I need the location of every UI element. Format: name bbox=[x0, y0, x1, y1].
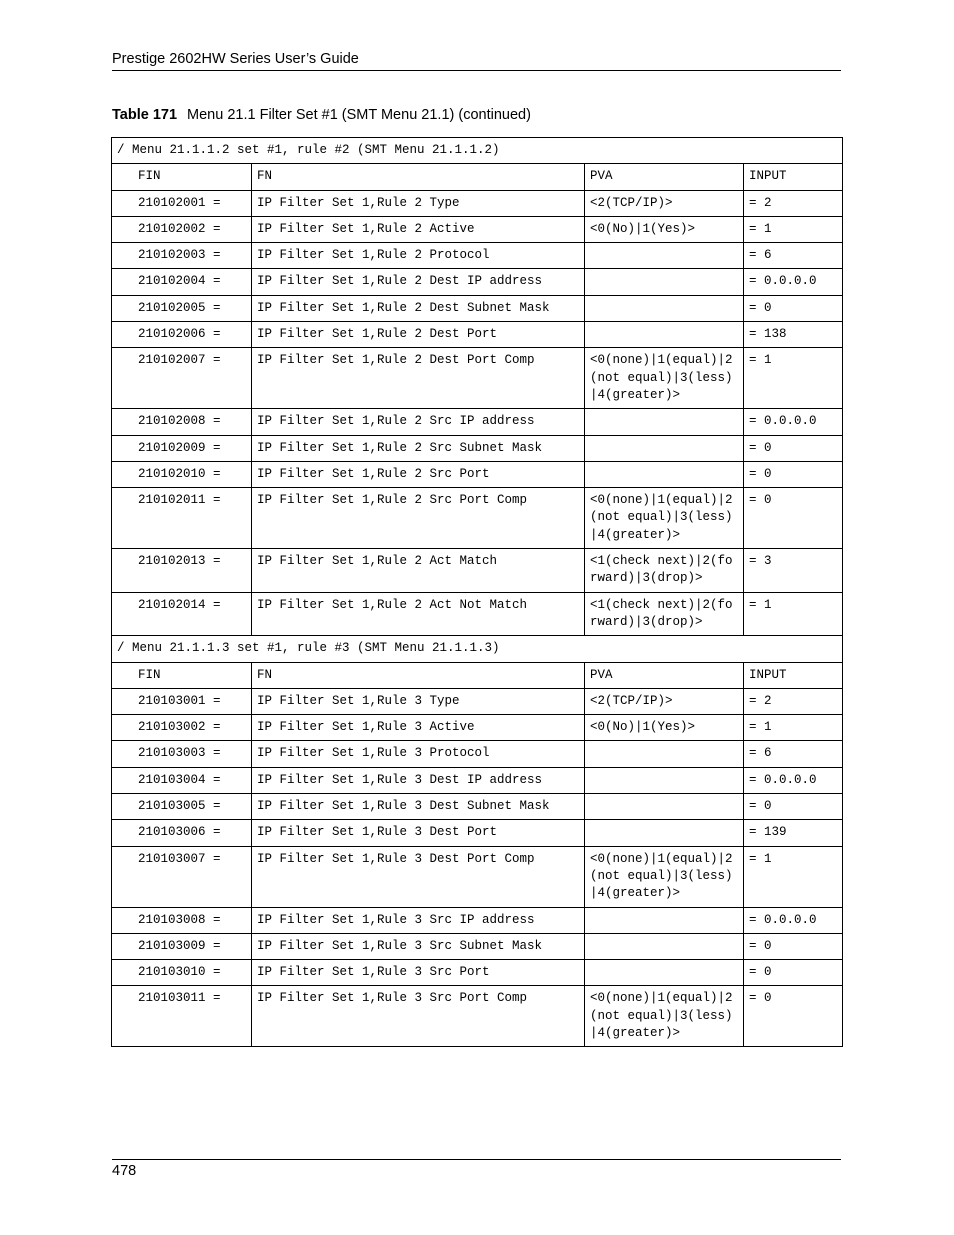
cell-fn: IP Filter Set 1,Rule 2 Protocol bbox=[252, 243, 585, 269]
table-row bbox=[112, 592, 843, 636]
cell-fn: IP Filter Set 1,Rule 3 Src Port bbox=[252, 960, 585, 986]
cell-fn: IP Filter Set 1,Rule 3 Dest IP address bbox=[252, 767, 585, 793]
page-footer bbox=[112, 1159, 841, 1179]
cell-input: = 1 bbox=[744, 348, 843, 409]
cell-fn: IP Filter Set 1,Rule 2 Src Port Comp bbox=[252, 488, 585, 549]
page-number: 478 bbox=[112, 1163, 137, 1179]
cell-fn: IP Filter Set 1,Rule 2 Src Port bbox=[252, 461, 585, 487]
column-header-row bbox=[112, 164, 843, 190]
column-header-row bbox=[112, 662, 843, 688]
cell-pva: <2(TCP/IP)> bbox=[585, 190, 744, 216]
table-row bbox=[112, 933, 843, 959]
cell-pva bbox=[585, 933, 744, 959]
column-header-fn: FN bbox=[252, 662, 585, 688]
cell-fin: 210103008 = bbox=[112, 907, 252, 933]
column-header-fin: FIN bbox=[112, 164, 252, 190]
cell-fin: 210103011 = bbox=[112, 986, 252, 1047]
cell-fin: 210102003 = bbox=[112, 243, 252, 269]
cell-fin: 210102002 = bbox=[112, 216, 252, 242]
cell-pva: <0(No)|1(Yes)> bbox=[585, 715, 744, 741]
table-row bbox=[112, 243, 843, 269]
table-row bbox=[112, 549, 843, 593]
section-header-row bbox=[112, 636, 843, 662]
cell-input: = 0 bbox=[744, 461, 843, 487]
cell-fn: IP Filter Set 1,Rule 2 Src IP address bbox=[252, 409, 585, 435]
table-title: Menu 21.1 Filter Set #1 (SMT Menu 21.1) (continued) bbox=[187, 107, 531, 123]
cell-pva bbox=[585, 907, 744, 933]
table-row bbox=[112, 986, 843, 1047]
column-header-input: INPUT bbox=[744, 164, 843, 190]
cell-input: = 138 bbox=[744, 322, 843, 348]
cell-pva: <0(No)|1(Yes)> bbox=[585, 216, 744, 242]
table-row bbox=[112, 741, 843, 767]
cell-input: = 139 bbox=[744, 820, 843, 846]
cell-fn: IP Filter Set 1,Rule 3 Dest Port Comp bbox=[252, 846, 585, 907]
cell-pva bbox=[585, 322, 744, 348]
cell-pva bbox=[585, 820, 744, 846]
cell-pva: <0(none)|1(equal)|2(not equal)|3(less)|4(greater)> bbox=[585, 986, 744, 1047]
cell-fin: 210103009 = bbox=[112, 933, 252, 959]
cell-fin: 210102011 = bbox=[112, 488, 252, 549]
cell-input: = 0 bbox=[744, 794, 843, 820]
cell-pva bbox=[585, 794, 744, 820]
table-row bbox=[112, 820, 843, 846]
page-header bbox=[112, 51, 841, 71]
column-header-input: INPUT bbox=[744, 662, 843, 688]
cell-pva: <1(check next)|2(forward)|3(drop)> bbox=[585, 549, 744, 593]
cell-fin: 210102004 = bbox=[112, 269, 252, 295]
cell-pva bbox=[585, 767, 744, 793]
cell-fn: IP Filter Set 1,Rule 3 Type bbox=[252, 688, 585, 714]
cell-pva bbox=[585, 741, 744, 767]
cell-pva: <2(TCP/IP)> bbox=[585, 688, 744, 714]
cell-fn: IP Filter Set 1,Rule 2 Type bbox=[252, 190, 585, 216]
table-row bbox=[112, 488, 843, 549]
cell-input: = 0 bbox=[744, 960, 843, 986]
cell-input: = 0 bbox=[744, 435, 843, 461]
cell-fin: 210102005 = bbox=[112, 295, 252, 321]
cell-pva bbox=[585, 461, 744, 487]
cell-pva: <0(none)|1(equal)|2(not equal)|3(less)|4(greater)> bbox=[585, 488, 744, 549]
cell-fn: IP Filter Set 1,Rule 2 Active bbox=[252, 216, 585, 242]
cell-pva bbox=[585, 243, 744, 269]
cell-fin: 210103002 = bbox=[112, 715, 252, 741]
section-title: / Menu 21.1.1.2 set #1, rule #2 (SMT Menu 21.1.1.2) bbox=[112, 138, 843, 164]
document-title: Prestige 2602HW Series User’s Guide bbox=[112, 51, 359, 67]
cell-input: = 2 bbox=[744, 190, 843, 216]
table-row bbox=[112, 960, 843, 986]
cell-fin: 210103001 = bbox=[112, 688, 252, 714]
column-header-pva: PVA bbox=[585, 662, 744, 688]
table-row bbox=[112, 688, 843, 714]
section-header-row bbox=[112, 138, 843, 164]
table-row bbox=[112, 190, 843, 216]
table-row bbox=[112, 295, 843, 321]
cell-fin: 210102008 = bbox=[112, 409, 252, 435]
table-row bbox=[112, 216, 843, 242]
table-caption bbox=[112, 107, 531, 123]
cell-input: = 0.0.0.0 bbox=[744, 409, 843, 435]
cell-fn: IP Filter Set 1,Rule 2 Act Match bbox=[252, 549, 585, 593]
cell-input: = 6 bbox=[744, 243, 843, 269]
cell-input: = 3 bbox=[744, 549, 843, 593]
table-row bbox=[112, 435, 843, 461]
cell-fin: 210102001 = bbox=[112, 190, 252, 216]
cell-fin: 210102013 = bbox=[112, 549, 252, 593]
cell-fn: IP Filter Set 1,Rule 2 Dest Subnet Mask bbox=[252, 295, 585, 321]
cell-fin: 210102010 = bbox=[112, 461, 252, 487]
cell-pva: <0(none)|1(equal)|2(not equal)|3(less)|4(greater)> bbox=[585, 846, 744, 907]
cell-input: = 6 bbox=[744, 741, 843, 767]
cell-pva bbox=[585, 269, 744, 295]
table-row bbox=[112, 348, 843, 409]
cell-fn: IP Filter Set 1,Rule 3 Src IP address bbox=[252, 907, 585, 933]
table-row bbox=[112, 907, 843, 933]
column-header-fin: FIN bbox=[112, 662, 252, 688]
cell-pva bbox=[585, 435, 744, 461]
cell-input: = 1 bbox=[744, 216, 843, 242]
cell-fin: 210102014 = bbox=[112, 592, 252, 636]
section-title: / Menu 21.1.1.3 set #1, rule #3 (SMT Menu 21.1.1.3) bbox=[112, 636, 843, 662]
cell-input: = 0.0.0.0 bbox=[744, 269, 843, 295]
cell-input: = 0 bbox=[744, 295, 843, 321]
table-row bbox=[112, 794, 843, 820]
table-row bbox=[112, 715, 843, 741]
table-row bbox=[112, 461, 843, 487]
cell-fn: IP Filter Set 1,Rule 2 Dest Port Comp bbox=[252, 348, 585, 409]
cell-fin: 210102006 = bbox=[112, 322, 252, 348]
cell-fn: IP Filter Set 1,Rule 3 Src Port Comp bbox=[252, 986, 585, 1047]
cell-pva bbox=[585, 295, 744, 321]
cell-input: = 0 bbox=[744, 933, 843, 959]
cell-fin: 210103006 = bbox=[112, 820, 252, 846]
cell-fin: 210102007 = bbox=[112, 348, 252, 409]
cell-fn: IP Filter Set 1,Rule 2 Act Not Match bbox=[252, 592, 585, 636]
cell-pva: <1(check next)|2(forward)|3(drop)> bbox=[585, 592, 744, 636]
cell-input: = 1 bbox=[744, 846, 843, 907]
cell-fin: 210103007 = bbox=[112, 846, 252, 907]
table-row bbox=[112, 269, 843, 295]
cell-fin: 210103004 = bbox=[112, 767, 252, 793]
cell-fn: IP Filter Set 1,Rule 2 Dest Port bbox=[252, 322, 585, 348]
table-body bbox=[112, 138, 843, 1047]
cell-input: = 0.0.0.0 bbox=[744, 767, 843, 793]
table-row bbox=[112, 409, 843, 435]
cell-fin: 210103003 = bbox=[112, 741, 252, 767]
cell-input: = 0 bbox=[744, 488, 843, 549]
cell-pva bbox=[585, 409, 744, 435]
cell-fn: IP Filter Set 1,Rule 3 Dest Port bbox=[252, 820, 585, 846]
cell-fn: IP Filter Set 1,Rule 2 Src Subnet Mask bbox=[252, 435, 585, 461]
cell-pva bbox=[585, 960, 744, 986]
column-header-pva: PVA bbox=[585, 164, 744, 190]
table-row bbox=[112, 846, 843, 907]
table-row bbox=[112, 767, 843, 793]
cell-input: = 1 bbox=[744, 592, 843, 636]
column-header-fn: FN bbox=[252, 164, 585, 190]
table-number: Table 171 bbox=[112, 107, 178, 123]
cell-pva: <0(none)|1(equal)|2(not equal)|3(less)|4(greater)> bbox=[585, 348, 744, 409]
cell-fn: IP Filter Set 1,Rule 3 Protocol bbox=[252, 741, 585, 767]
cell-fn: IP Filter Set 1,Rule 2 Dest IP address bbox=[252, 269, 585, 295]
cell-fn: IP Filter Set 1,Rule 3 Src Subnet Mask bbox=[252, 933, 585, 959]
cell-fn: IP Filter Set 1,Rule 3 Active bbox=[252, 715, 585, 741]
cell-input: = 0 bbox=[744, 986, 843, 1047]
cell-input: = 0.0.0.0 bbox=[744, 907, 843, 933]
cell-fin: 210103010 = bbox=[112, 960, 252, 986]
filter-set-table bbox=[111, 137, 843, 1047]
cell-fn: IP Filter Set 1,Rule 3 Dest Subnet Mask bbox=[252, 794, 585, 820]
table-row bbox=[112, 322, 843, 348]
cell-fin: 210102009 = bbox=[112, 435, 252, 461]
cell-input: = 2 bbox=[744, 688, 843, 714]
cell-fin: 210103005 = bbox=[112, 794, 252, 820]
cell-input: = 1 bbox=[744, 715, 843, 741]
